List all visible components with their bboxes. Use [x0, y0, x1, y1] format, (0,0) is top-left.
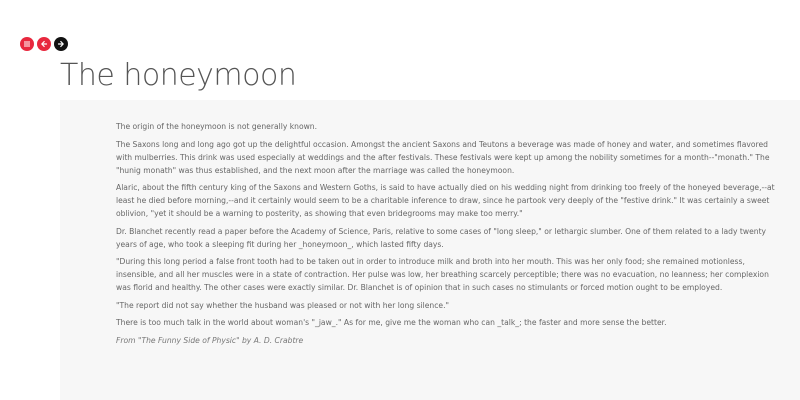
article-paragraph: Dr. Blanchet recently read a paper before the Academy of Science, Paris, relative to some cases of "long sleep," or lethargic slumber. One of them related to a lady twenty years of age, who took a sleeping fit during her _honeymoon_, which lasted fifty days.	[116, 226, 767, 249]
arrow-left-icon	[40, 40, 48, 48]
next-button[interactable]	[54, 37, 68, 51]
article-source-citation: From "The Funny Side of Physic" by A. D. Crabtre	[116, 335, 304, 345]
previous-button[interactable]	[37, 37, 51, 51]
menu-button[interactable]	[20, 37, 34, 51]
article-body	[116, 120, 776, 351]
article-paragraph: Alaric, about the fifth century king of the Saxons and Western Goths, is said to have actually died on his wedding night from drinking too freely of the honeyed beverage,--at least he died before morning,--and it certainly would seem to be a charitable inference to draw, since he partook very deeply of the "festive drink." It was certainly a sweet oblivion, "yet it should be a warning to posterity, as showing that even bridegrooms may make too merry."	[116, 183, 775, 218]
article-paragraph: The Saxons long and long ago got up the delightful occasion. Amongst the ancient Saxons and Teutons a beverage was made of honey and water, and sometimes flavored with mulberries. This drink was used especially at weddings and the after festivals. These festivals were kept up among the nobility sometimes for a month--"monath." The "hunig monath" was thus established, and the next moon after the marriage was called the honeymoon.	[116, 139, 770, 175]
article-paragraph: "The report did not say whether the husband was pleased or not with her long silence."	[116, 300, 449, 310]
article-paragraph: The origin of the honeymoon is not generally known.	[116, 122, 318, 131]
article-paragraph: "During this long period a false front tooth had to be taken out in order to introduce milk and broth into her mouth. This was her only food; she remained motionless, insensible, and all her muscles were in a state of contraction. Her pulse was low, her breathing scarcely perceptible; there was no evacuation, no leanness; her complexion was florid and healthy. The other cases were exactly similar. Dr. Blanchet is of opinion that in such cases no stimulants or forced motion ought to be employed.	[116, 257, 769, 292]
navigation-controls	[20, 37, 68, 51]
article-paragraph: There is too much talk in the world about woman's "_jaw_." As for me, give me the woman who can _talk_; the faster and more sense the better.	[116, 318, 667, 327]
arrow-right-icon	[57, 40, 65, 48]
menu-icon	[23, 40, 31, 48]
page-title: The honeymoon	[60, 58, 297, 93]
